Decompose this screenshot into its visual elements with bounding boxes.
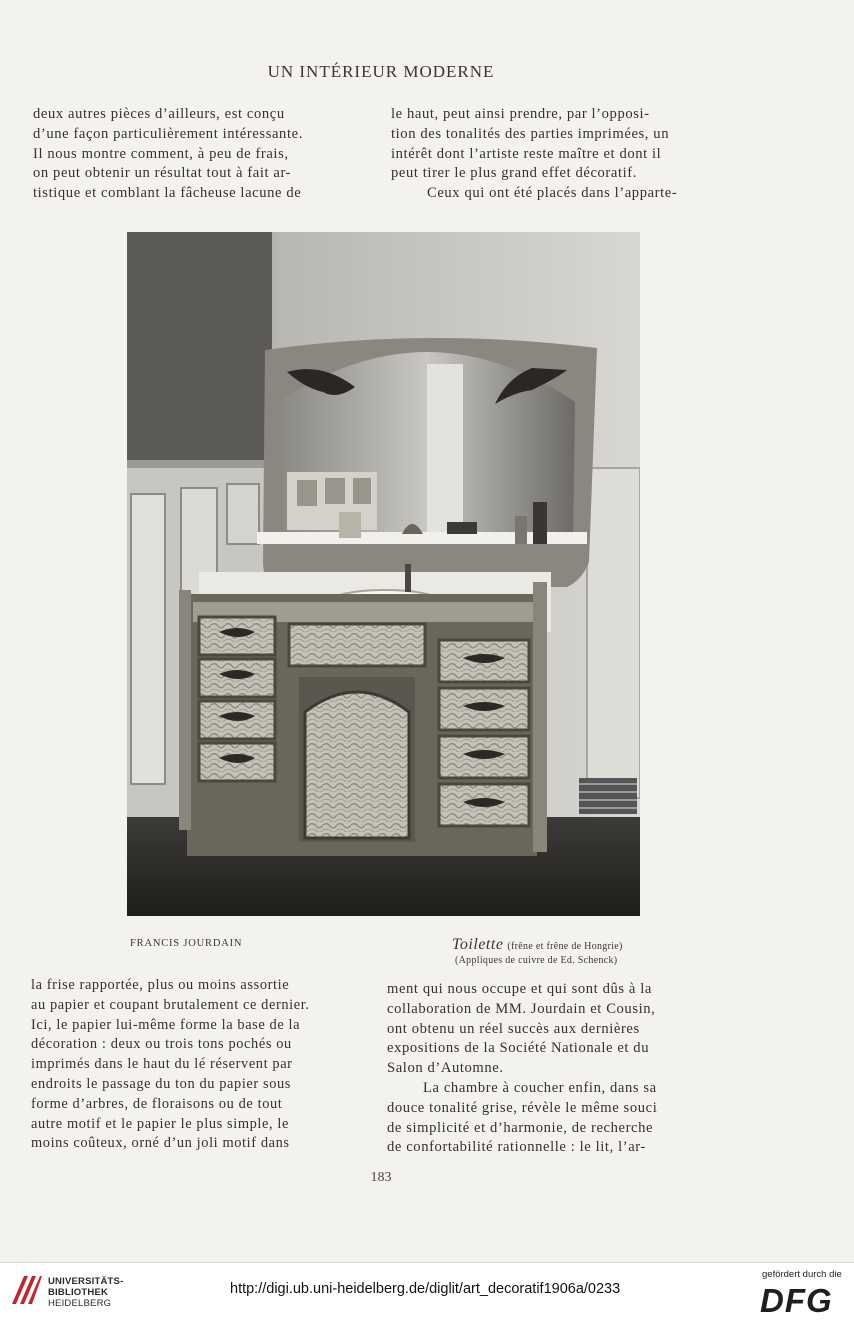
text-line: deux autres pièces d’ailleurs, est conçu <box>33 106 285 122</box>
figure-credit: FRANCIS JOURDAIN <box>130 938 243 949</box>
text-column-bottom-left <box>31 976 367 1154</box>
permalink-url[interactable]: http://digi.ub.uni-heidelberg.de/diglit/art_decoratif1906a/0233 <box>230 1281 621 1297</box>
text-line: Ceux qui ont été placés dans l’apparte- <box>427 185 678 202</box>
text-line: ment qui nous occupe et qui sont dûs à la <box>387 981 652 997</box>
text-line: ont obtenu un réel succès aux dernières <box>387 1020 640 1037</box>
text-line: collaboration de MM. Jourdain et Cousin, <box>387 1000 656 1017</box>
text-line: de confortabilité rationnelle : le lit, l’ar- <box>387 1139 646 1156</box>
viewer-footer <box>0 1262 854 1323</box>
caption-detail: (frêne et frêne de Hongrie) <box>507 941 623 952</box>
text-line: La chambre à coucher enfin, dans sa <box>423 1079 657 1096</box>
text-line: Il nous montre comment, à peu de frais, <box>33 145 289 162</box>
caption-detail: (Appliques de cuivre de Ed. Schenck) <box>455 955 618 966</box>
text-line: la frise rapportée, plus ou moins assortie <box>31 977 290 993</box>
text-line: intérêt dont l’artiste reste maître et dont il <box>391 145 662 162</box>
text-column-bottom-right <box>387 980 727 1158</box>
library-name <box>48 1276 123 1309</box>
text-line: moins coûteux, orné d’un joli motif dans <box>31 1135 290 1152</box>
dfg-logo: DFG <box>760 1282 833 1319</box>
text-line: de simplicité et d’harmonie, de recherche <box>387 1119 654 1136</box>
text-line: on peut obtenir un résultat tout à fait ar- <box>33 165 292 182</box>
toilette-photograph <box>127 232 640 916</box>
caption-title: Toilette <box>452 936 504 953</box>
text-line: douce tonalité grise, révèle le même souci <box>387 1099 658 1116</box>
library-name-line: HEIDELBERG <box>48 1298 112 1309</box>
text-line: d’une façon particulièrement intéressante. <box>33 125 303 142</box>
text-line: Salon d’Automne. <box>387 1060 504 1077</box>
text-line: forme d’arbres, de floraisons ou de tout <box>31 1095 283 1112</box>
funded-by-label: gefördert durch die <box>762 1269 842 1280</box>
text-line: peut tirer le plus grand effet décoratif. <box>391 165 637 182</box>
running-header: UN INTÉRIEUR MODERNE <box>267 62 495 81</box>
text-line: endroits le passage du ton du papier sous <box>31 1075 292 1092</box>
text-line: imprimés dans le haut du lé réservent par <box>31 1056 293 1073</box>
library-name-line: BIBLIOTHEK <box>48 1287 109 1298</box>
text-column-top-right <box>391 105 727 204</box>
text-column-top-left <box>33 105 369 204</box>
text-line: décoration : deux ou trois tons pochés ou <box>31 1036 292 1053</box>
text-line: autre motif et le papier le plus simple, le <box>31 1115 289 1132</box>
text-line: expositions de la Société Nationale et du <box>387 1040 650 1057</box>
text-line: au papier et coupant brutalement ce dernier. <box>31 996 310 1013</box>
page-number: 183 <box>370 1170 392 1185</box>
text-line: Ici, le papier lui-même forme la base de la <box>31 1016 301 1033</box>
text-line: tion des tonalités des parties imprimées, un <box>391 125 670 142</box>
text-line: tistique et comblant la fâcheuse lacune de <box>33 185 302 202</box>
text-line: le haut, peut ainsi prendre, par l’opposi- <box>391 106 650 122</box>
figure-caption <box>452 936 623 966</box>
library-logo-icon <box>8 1272 44 1308</box>
library-name-line: UNIVERSITÄTS- <box>48 1276 124 1287</box>
